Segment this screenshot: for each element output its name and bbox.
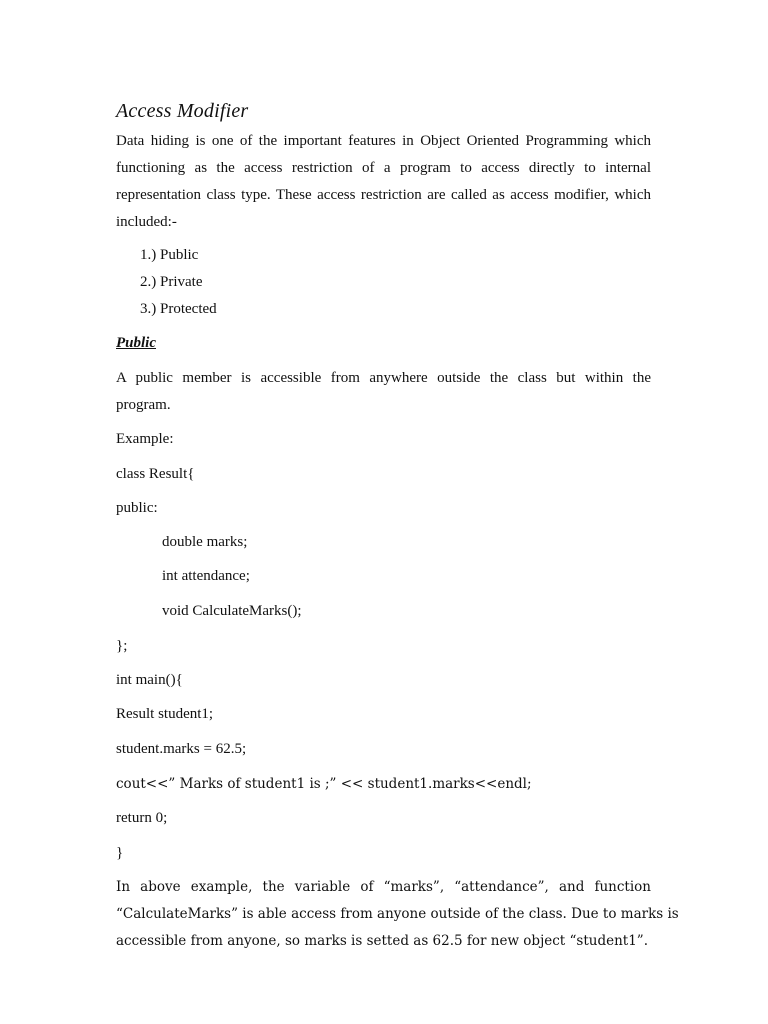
code-line: return 0; xyxy=(116,810,168,826)
intro-line: representation class type. These access restriction are called as access modifier, which xyxy=(116,187,651,203)
code-line: int main(){ xyxy=(116,672,183,688)
code-line: int attendance; xyxy=(162,568,250,584)
explanation-line: In above example, the variable of “marks”, “attendance”, and function xyxy=(116,879,651,895)
code-line: void CalculateMarks(); xyxy=(162,603,302,619)
code-line: Result student1; xyxy=(116,706,214,722)
code-line: public: xyxy=(116,500,158,516)
modifier-list-item: 3.) Protected xyxy=(140,301,217,317)
section-heading-public: Public xyxy=(116,335,156,351)
intro-line: functioning as the access restriction of a program to access directly to internal xyxy=(116,160,651,176)
code-line: cout<<” Marks of student1 is ;” << student1.marks<<endl; xyxy=(116,776,532,792)
explanation-line: “CalculateMarks” is able access from anyone outside of the class. Due to marks is xyxy=(116,906,679,922)
code-line: double marks; xyxy=(162,534,248,550)
intro-line: Data hiding is one of the important features in Object Oriented Programming which xyxy=(116,133,651,149)
code-line: }; xyxy=(116,638,128,654)
modifier-list-item: 2.) Private xyxy=(140,274,203,290)
description-line: A public member is accessible from anywhere outside the class but within the xyxy=(116,370,651,386)
code-line: student.marks = 62.5; xyxy=(116,741,247,757)
intro-line: included:- xyxy=(116,214,177,230)
code-line: class Result{ xyxy=(116,466,195,482)
modifier-list-item: 1.) Public xyxy=(140,247,199,263)
code-line: } xyxy=(116,845,124,861)
example-label: Example: xyxy=(116,431,174,447)
page-title: Access Modifier xyxy=(116,100,249,122)
explanation-line: accessible from anyone, so marks is setted as 62.5 for new object “student1”. xyxy=(116,933,649,949)
description-line: program. xyxy=(116,397,171,413)
